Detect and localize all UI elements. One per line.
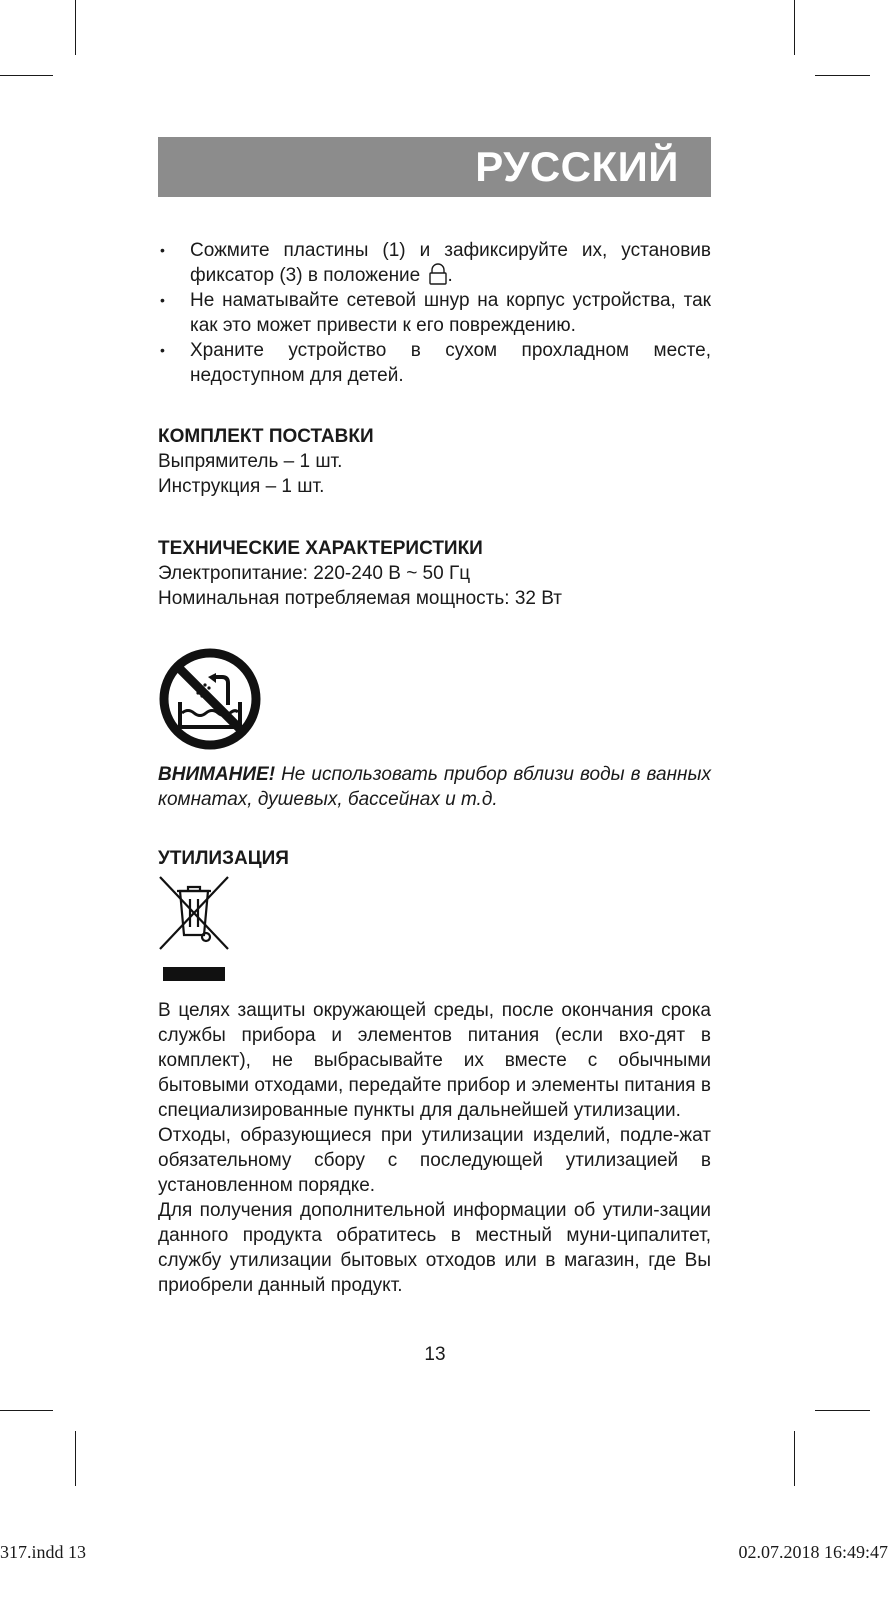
list-item: • Храните устройство в сухом прохладном месте, недоступном для детей. [158, 338, 711, 388]
bullet-text: Сожмите пластины (1) и зафиксируйте их, установив фиксатор (3) в положение [190, 240, 711, 286]
language-title: РУССКИЙ [475, 143, 679, 190]
paragraph: Отходы, образующиеся при утилизации изделий, подле-жат обязательному сбору с последующей утилизацией в установленном порядке. [158, 1125, 711, 1196]
warning-text: Не использовать прибор вблизи воды в ванных комнатах, душевых, бассейнах и т.д. [158, 764, 711, 810]
disposal-heading-block [158, 846, 711, 871]
list-item: • Не наматывайте сетевой шнур на корпус устройства, так как это может привести к его повреждению. [158, 288, 711, 338]
lock-icon [428, 263, 448, 285]
language-header-bar [158, 137, 711, 197]
footer-timestamp: 02.07.2018 16:49:47 [738, 1542, 888, 1562]
water-warning [158, 762, 711, 812]
disposal-text [158, 998, 711, 1298]
crop-mark [0, 1410, 53, 1411]
package-section [158, 424, 711, 499]
crop-mark [794, 0, 795, 55]
crop-mark [815, 75, 870, 76]
paragraph: Для получения дополнительной информации об утили-зации данного продукта обратитесь в местный муни-ципалитет, службу утилизации бытовых отходов или в магазин, где Вы приобрели данный продукт. [158, 1200, 711, 1296]
section-title: КОМПЛЕКТ ПОСТАВКИ [158, 426, 374, 447]
care-instructions [158, 238, 711, 388]
no-water-icon [158, 647, 262, 751]
list-item [158, 238, 711, 288]
bullet-text-end: . [447, 265, 453, 286]
crop-mark [0, 75, 53, 76]
package-item: Выпрямитель – 1 шт. [158, 451, 343, 472]
footer-file-info: 317.indd 13 [0, 1542, 87, 1562]
crop-mark [815, 1410, 870, 1411]
paragraph: В целях защиты окружающей среды, после окончания срока службы прибора и элементов питания (если вхо-дят в комплект), не выбрасывайте их вместе с обычными бытовыми отходами, передайте прибор и элементы питания в специализированные пункты для дальнейшей утилизации. [158, 1000, 711, 1121]
section-title: ТЕХНИЧЕСКИЕ ХАРАКТЕРИСТИКИ [158, 538, 483, 559]
crop-mark [75, 1431, 76, 1486]
package-item: Инструкция – 1 шт. [158, 476, 325, 497]
section-title: УТИЛИЗАЦИЯ [158, 848, 289, 869]
crossed-bin-icon [158, 875, 230, 951]
page-number: 13 [424, 1344, 446, 1365]
spec-power: Номинальная потребляемая мощность: 32 Вт [158, 588, 563, 609]
specs-section [158, 536, 711, 611]
weee-bar [163, 967, 225, 981]
crop-mark [794, 1431, 795, 1486]
warning-label: ВНИМАНИЕ! [158, 764, 276, 785]
crop-mark [75, 0, 76, 55]
spec-power-supply: Электропитание: 220-240 В ~ 50 Гц [158, 563, 471, 584]
